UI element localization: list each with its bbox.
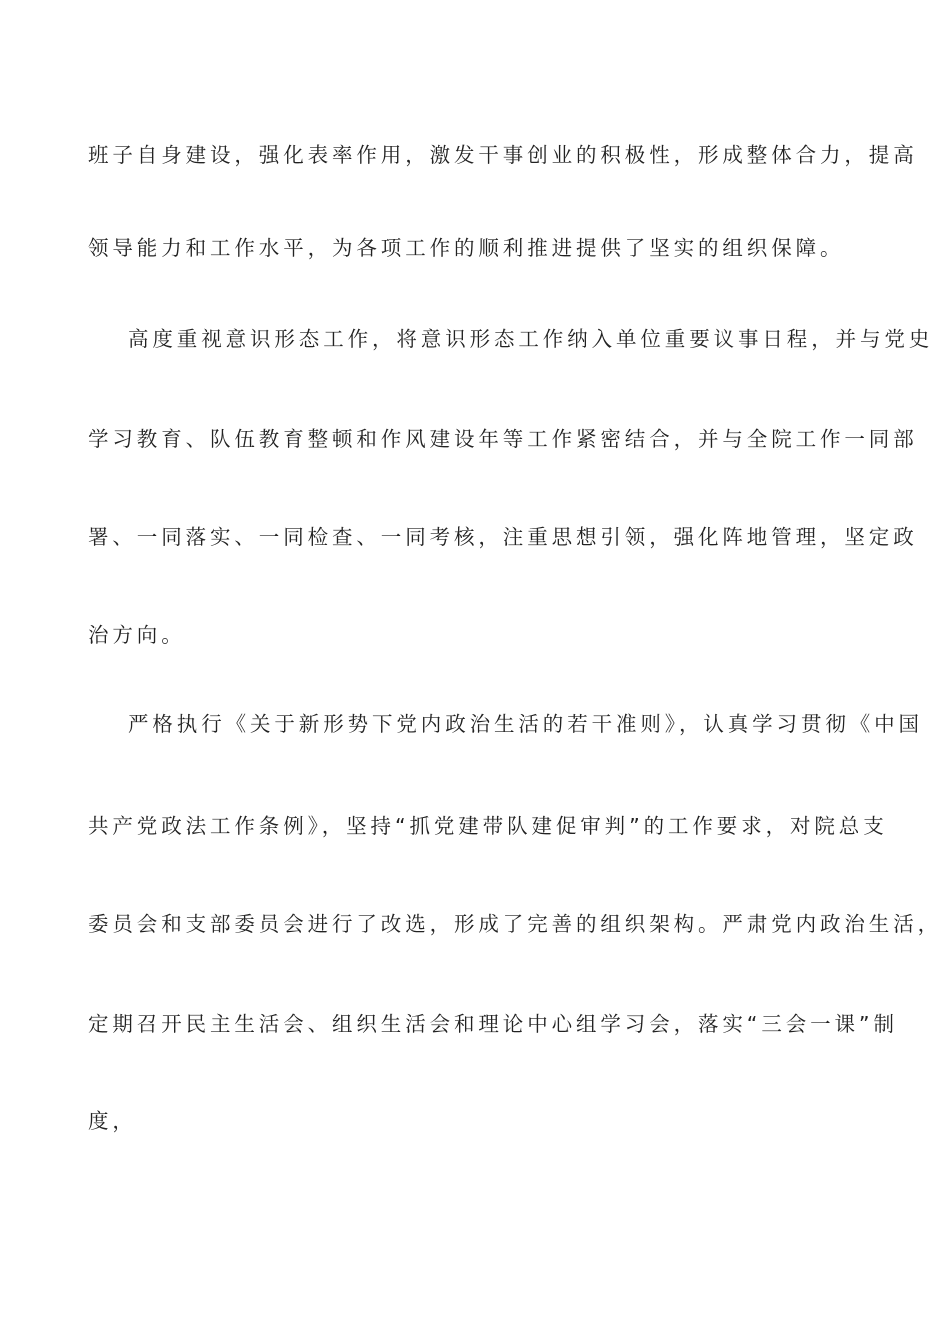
text-line: 领导能力和工作水平，为各项工作的顺利推进提供了坚实的组织保障。: [88, 236, 845, 260]
text-line: 定期召开民主生活会、组织生活会和理论中心组学习会，落实“三会一课”制: [88, 1012, 898, 1036]
text-line: 治方向。: [88, 623, 186, 647]
text-line: 委员会和支部委员会进行了改选，形成了完善的组织架构。严肃党内政治生活，: [88, 912, 942, 936]
text-line: 学习教育、队伍教育整顿和作风建设年等工作紧密结合，并与全院工作一同部: [88, 427, 918, 451]
text-line: 班子自身建设，强化表率作用，激发干事创业的积极性，形成整体合力，提高: [88, 143, 918, 167]
paragraph-start-line: 高度重视意识形态工作，将意识形态工作纳入单位重要议事日程，并与党史: [128, 327, 934, 351]
text-line: 署、一同落实、一同检查、一同考核，注重思想引领，强化阵地管理，坚定政: [88, 525, 918, 549]
paragraph-start-line: 严格执行《关于新形势下党内政治生活的若干准则》，认真学习贯彻《中国: [128, 712, 923, 736]
text-line: 度，: [88, 1109, 137, 1133]
text-line: 共产党政法工作条例》，坚持“抓党建带队建促审判”的工作要求，对院总支: [88, 814, 888, 838]
